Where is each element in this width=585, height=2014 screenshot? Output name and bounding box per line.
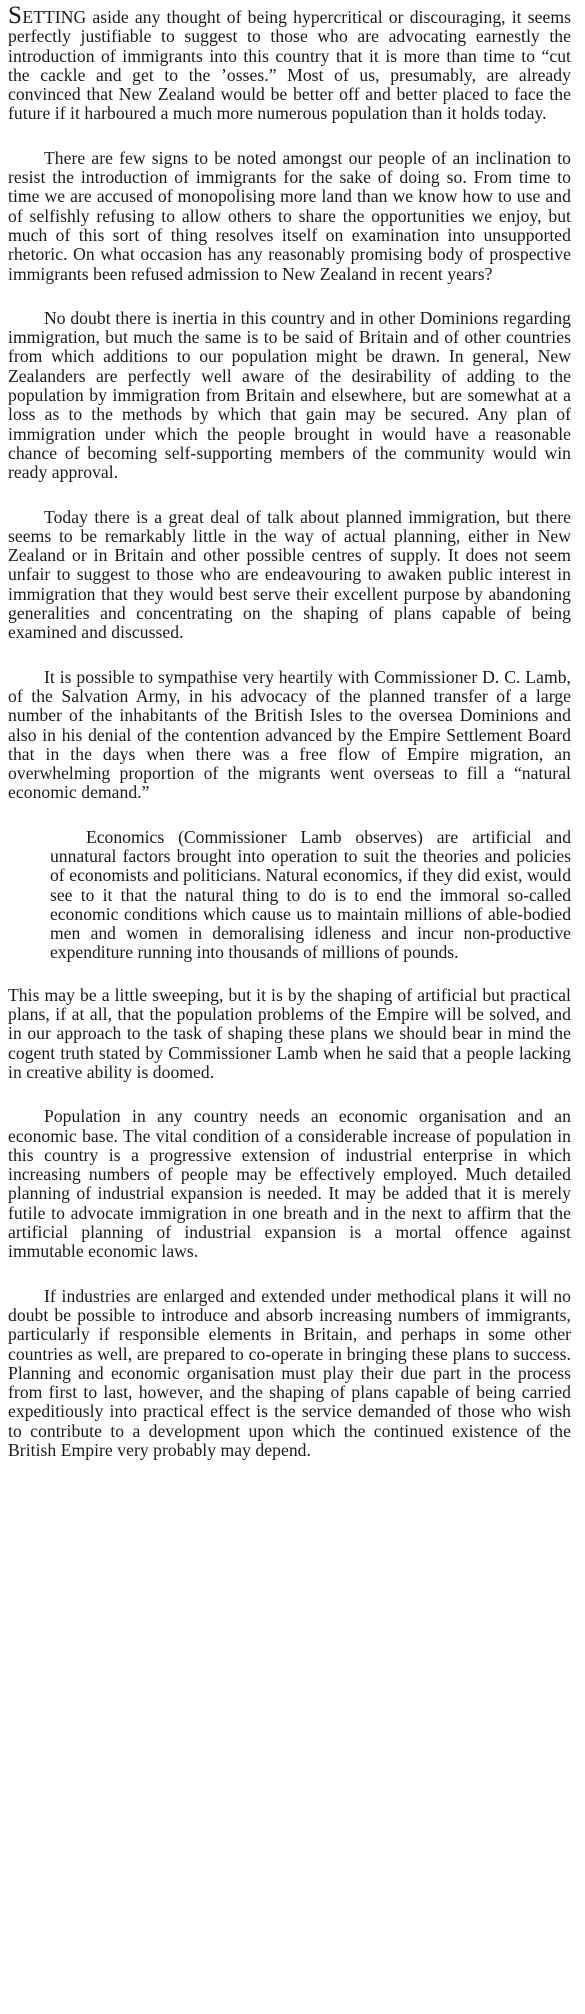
paragraph-conclusion: If industries are enlarged and extended under methodical plans it will no doubt be possible to introduce and absorb increasing numbers of immigrants, particularly if responsible elements in Britain, and perhaps in some other countries as well, are prepared to co-operate in bringing these plans to success. Planning and economic organisation must play their due part in the process from first to last, however, and the shaping of plans capable of being carried expeditiously into practical effect is the service demanded of those who wish to contribute to a development upon which the continued existence of the British Empire very probably may depend. (8, 1285, 571, 1460)
paragraph-intro-text: ETTING aside any thought of being hypercritical or discouraging, it seems perfectly justifiable to suggest to those who are advocating earnestly the introduction of immigrants into this country that it is more than time to “cut the cackle and get to the ’osses.” Most of us, presumably, are already convinced that New Zealand would be better off and better placed to face the future if it harboured a much more numerous population than it holds today. (8, 7, 571, 124)
block-quote: Economics (Commissioner Lamb observes) are artificial and unnatural factors brought into operation to suit the theories and policies of economists and politicians. Natural economics, if they did exist, would see to it that the natural thing to do is to end the immoral so-called economic conditions which cause us to maintain millions of able-bodied men and women in demoralising idleness and incur non-productive expenditure running into thousands of millions of pounds. (50, 826, 571, 963)
paragraph-inertia: No doubt there is inertia in this country and in other Dominions regarding immigration, but much the same is to be said of Britain and of other countries from which additions to our population might be drawn. In general, New Zealanders are perfectly well aware of the desirability of adding to the population by immigration from Britain and elsewhere, but are somewhat at a loss as to the methods by which that gain may be secured. Any plan of immigration under which the people brought in would have a reasonable chance of becoming self-supporting members of the community would win ready approval. (8, 307, 571, 483)
paragraph-planned-immigration: Today there is a great deal of talk about planned immigration, but there seems to be remarkably little in the way of actual planning, either in New Zealand or in Britain and other possible centres of supply. It does not seem unfair to suggest to those who are endeavouring to awaken public interest in immigration that they would best serve their excellent purpose by abandoning generalities and concentrating on the shaping of plans capable of being examined and discussed. (8, 506, 571, 643)
paragraph-commissioner-lamb: It is possible to sympathise very heartily with Commissioner D. C. Lamb, of the Salvation Army, in his advocacy of the planned transfer of a large number of the inhabitants of the British Isles to the oversea Dominions and also in his denial of the contention advanced by the Empire Settlement Board that in the days when there was a free flow of Empire migration, an overwhelming proportion of the migrants went overseas to fill a “natural economic demand.” (8, 666, 571, 803)
paragraph-intro (8, 2, 571, 124)
drop-cap: S (8, 2, 23, 29)
paragraph-resistance: There are few signs to be noted amongst our people of an inclination to resist the introduction of immigrants for the sake of doing so. From time to time we are accused of monopolising more land than we know how to use and of selfishly refusing to allow others to share the opportunities we enjoy, but much of this sort of thing resolves itself on examination into unsupported rhetoric. On what occasion has any reasonably promising body of prospective immigrants been refused admission to New Zealand in recent years? (8, 147, 571, 284)
paragraph-economic-base: Population in any country needs an economic organisation and an economic base. The vital condition of a considerable increase of population in this country is a progressive extension of industrial enterprise in which increasing numbers of people may be effectively employed. Much detailed planning of industrial expansion is needed. It may be added that it is merely futile to advocate immigration in one breath and in the next to affirm that the artificial planning of industrial expansion is a mortal offence against immutable economic laws. (8, 1106, 571, 1262)
paragraph-after-quote: This may be a little sweeping, but it is by the shaping of artificial but practical plans, if at all, that the population problems of the Empire will be solved, and in our approach to the task of shaping these plans we should bear in mind the cogent truth stated by Commissioner Lamb when he said that a people lacking in creative ability is doomed. (8, 984, 571, 1082)
